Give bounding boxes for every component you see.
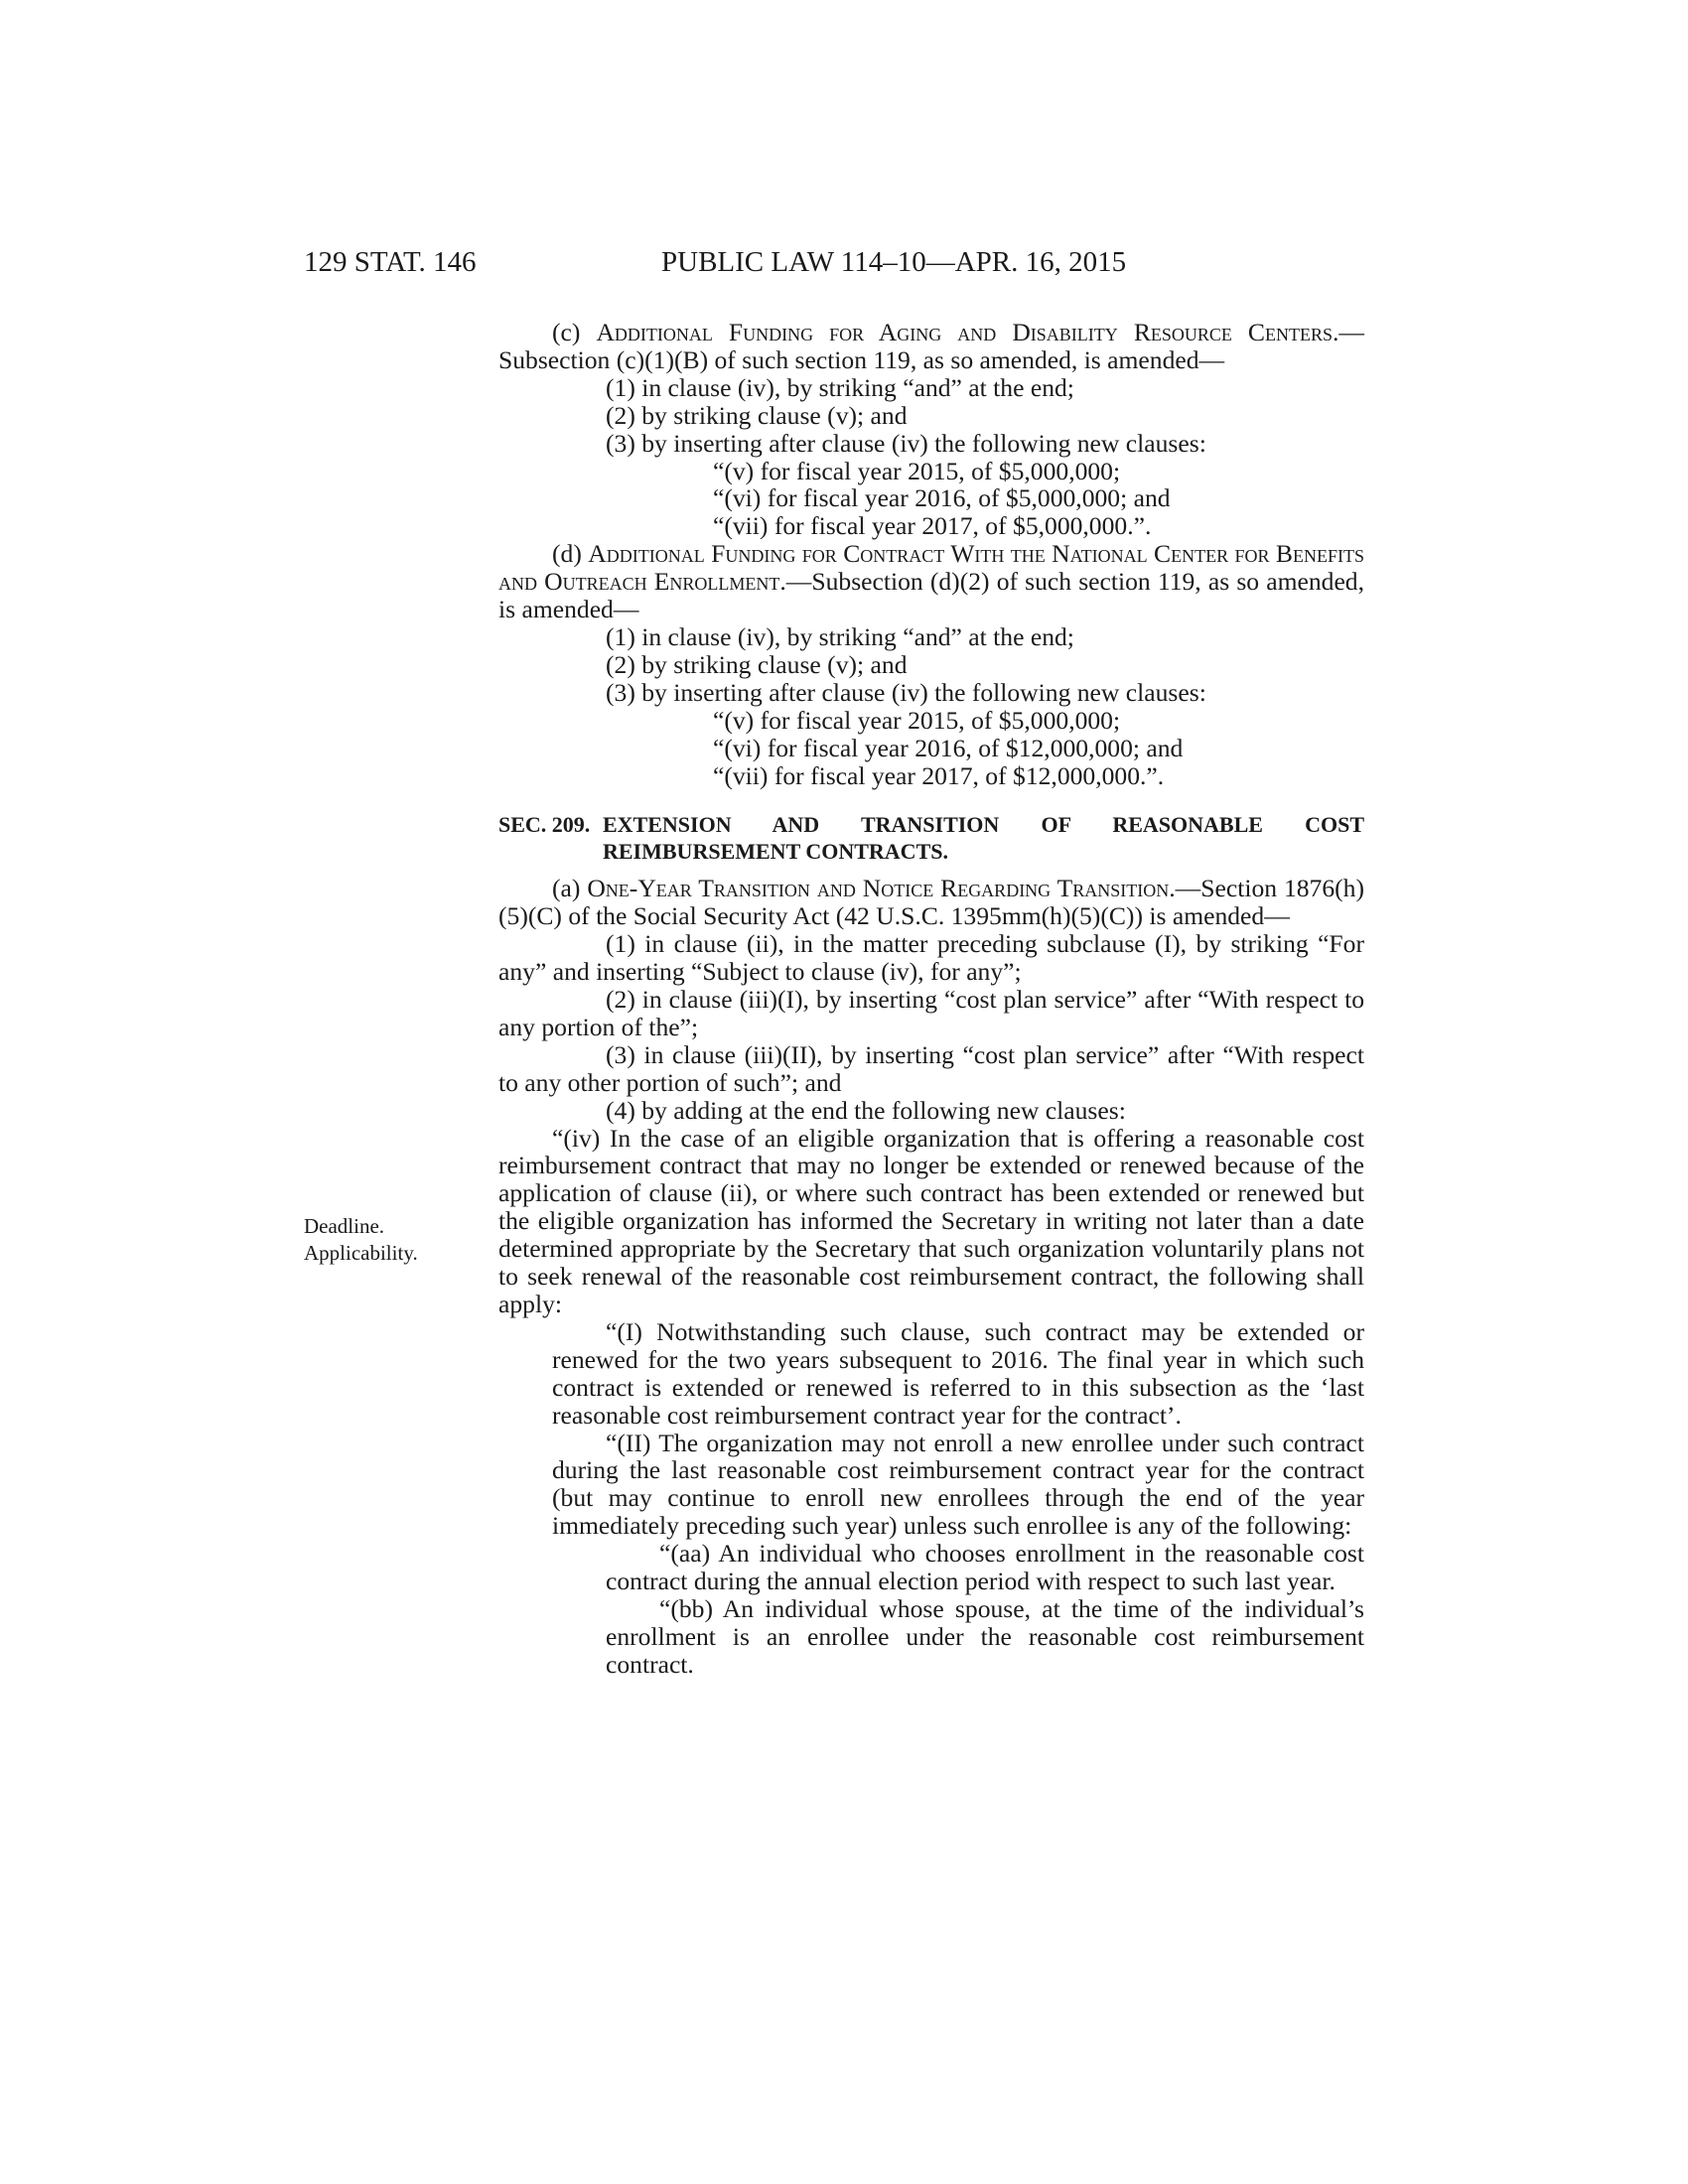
subsection-c-item-2: (2) by striking clause (v); and — [606, 400, 908, 430]
subsection-c-clause-v: “(v) for fiscal year 2015, of $5,000,000; — [713, 456, 1121, 485]
subsection-c-item-1: (1) in clause (iv), by striking “and” at the end; — [606, 372, 1074, 402]
item-bb: “(bb) An individual whose spouse, at the time of the individual’s enrollment is an enrollee under the reasonable cost reimbursement contract. — [606, 1593, 1364, 1679]
subsection-d-clause-vi: “(vi) for fiscal year 2016, of $12,000,000; and — [713, 733, 1184, 762]
margin-note-deadline: Deadline. — [304, 1214, 385, 1238]
subsection-c-intro: (c) Additional Funding for Aging and Disability Resource Centers.—Subsection (c)(1)(B) of such section 119, as so amended, is amended— — [498, 318, 1364, 374]
subsection-d-item-1: (1) in clause (iv), by striking “and” at the end; — [606, 621, 1074, 651]
statute-body — [498, 319, 1364, 1679]
item-aa: “(aa) An individual who chooses enrollment in the reasonable cost contract during the annual election period with respect to such last year. — [606, 1539, 1364, 1596]
running-head: PUBLIC LAW 114–10—APR. 16, 2015 — [661, 246, 1127, 278]
subsection-d-clause-vii: “(vii) for fiscal year 2017, of $12,000,000.”. — [713, 760, 1165, 790]
statute-page-reference: 129 STAT. 146 — [304, 246, 477, 278]
subsection-a-heading: One-Year Transition and Notice Regarding Transition. — [587, 874, 1176, 903]
subsection-c-heading: Additional Funding for Aging and Disability Resource Centers. — [596, 318, 1339, 346]
page-header — [0, 246, 1688, 286]
section-209-heading — [498, 811, 1364, 865]
subsection-a-item-1: (1) in clause (ii), in the matter preceding subclause (I), by striking “For any” and inserting “Subject to clause (iv), for any”; — [498, 929, 1364, 987]
subclause-I: “(I) Notwithstanding such clause, such contract may be extended or renewed for the two years subsequent to 2016. The final year in which such contract is extended or renewed is referred to in this subsection as the ‘last reasonable cost reimbursement contract year for the contract’. — [552, 1316, 1364, 1430]
section-number: SEC. 209. — [498, 812, 591, 838]
section-title: EXTENSION AND TRANSITION OF REASONABLE COST REIMBURSEMENT CONTRACTS. — [603, 812, 1364, 865]
subsection-d-item-3: (3) by inserting after clause (iv) the following new clauses: — [606, 677, 1206, 707]
subclause-II: “(II) The organization may not enroll a new enrollee under such contract during the last reasonable cost reimbursement contract year for the contract (but may continue to enroll new enrollees through the end of the year immediately preceding such year) unless such enrollee is any of the following: — [552, 1428, 1364, 1541]
subsection-c-clause-vi: “(vi) for fiscal year 2016, of $5,000,000; and — [713, 483, 1171, 513]
subsection-a-intro: (a) One-Year Transition and Notice Regarding Transition.—Section 1876(h)(5)(C) of the Social Security Act (42 U.S.C. 1395mm(h)(5)(C)) is amended— — [498, 874, 1364, 931]
subsection-d-item-2: (2) by striking clause (v); and — [606, 649, 908, 679]
subsection-d-heading: Additional Funding for Contract With the National Center for Benefits and Outreach Enrollment. — [498, 539, 1365, 597]
subsection-a-item-4: (4) by adding at the end the following new clauses: — [606, 1095, 1126, 1125]
margin-notes — [304, 1213, 418, 1267]
subsection-c-clause-vii: “(vii) for fiscal year 2017, of $5,000,000.”. — [713, 511, 1152, 541]
subsection-d-intro: (d) Additional Funding for Contract With the National Center for Benefits and Outreach Enrollment.—Subsection (d)(2) of such section 119, as so amended, is amended— — [498, 539, 1365, 624]
margin-note-applicability: Applicability. — [304, 1241, 418, 1265]
subsection-d-clause-v: “(v) for fiscal year 2015, of $5,000,000; — [713, 705, 1121, 735]
clause-iv: “(iv) In the case of an eligible organization that is offering a reasonable cost reimbursement contract that may no longer be extended or renewed because of the application of clause (ii), or where such contract has been extended or renewed but the eligible organization has informed the Secretary in writing not later than a date determined appropriate by the Secretary that such organization voluntarily plans not to seek renewal of the reasonable cost reimbursement contract, the following shall apply: — [498, 1123, 1364, 1318]
subsection-a-item-3: (3) in clause (iii)(II), by inserting “cost plan service” after “With respect to any other portion of such”; and — [498, 1039, 1364, 1097]
subsection-a-item-2: (2) in clause (iii)(I), by inserting “cost plan service” after “With respect to any portion of the”; — [498, 985, 1364, 1041]
subsection-c-item-3: (3) by inserting after clause (iv) the following new clauses: — [606, 428, 1206, 458]
